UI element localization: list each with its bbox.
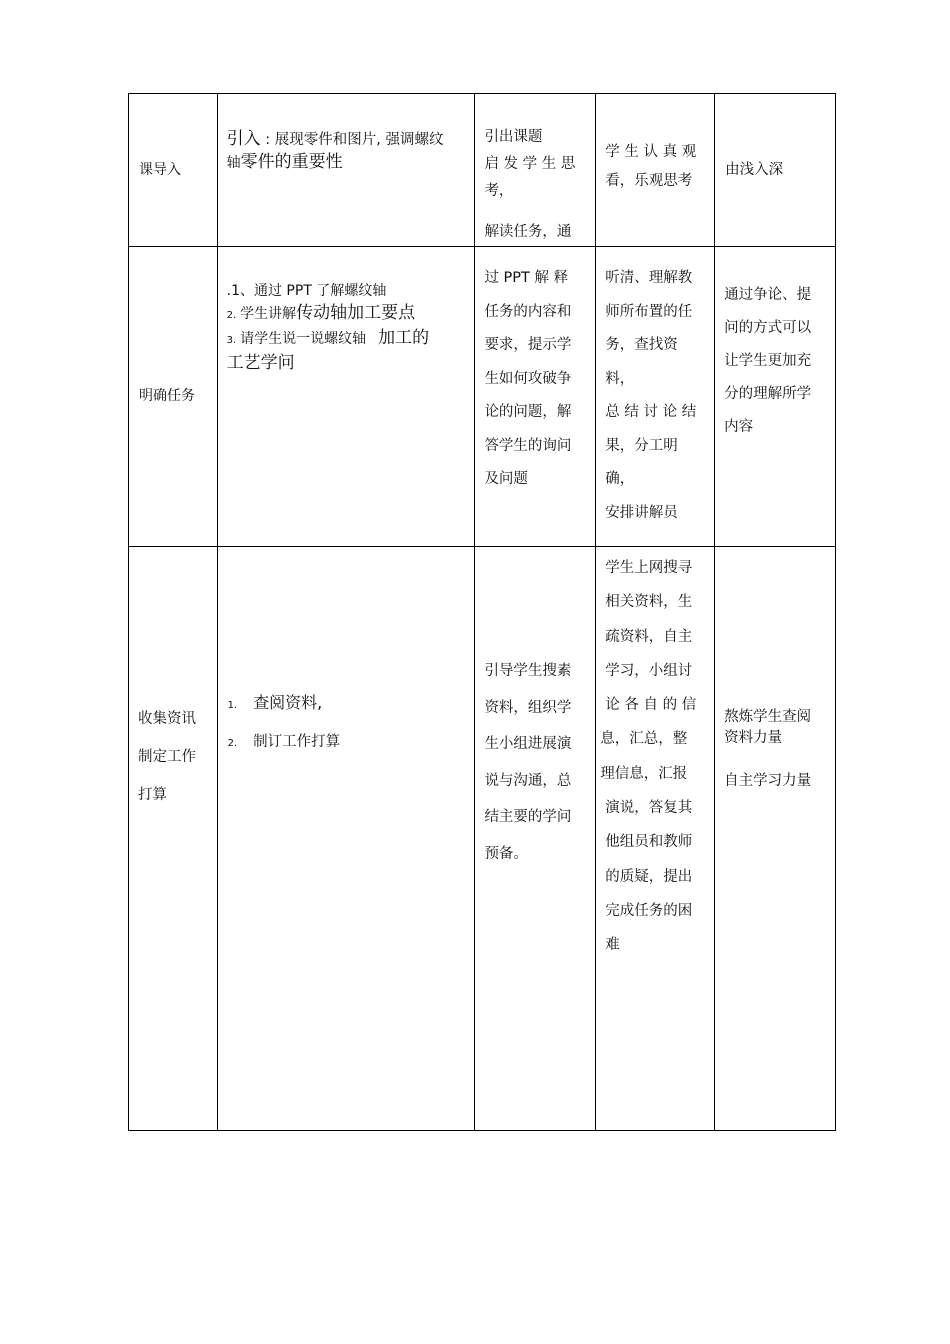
text-line: 启 发 学 生 思 (484, 156, 576, 172)
student-cell (596, 247, 715, 547)
text-line: 疏资料，自主 (605, 628, 693, 645)
text-line: 问的方式可以 (724, 320, 812, 336)
teacher-cell (475, 547, 596, 1131)
text-line: 果，分工明确， (605, 437, 678, 487)
text-line: 资料力量 (724, 730, 783, 746)
item-number: 2. (226, 310, 237, 321)
text-line: 学 生 认 真 观 (605, 144, 697, 160)
text-line: 演说，答复其 (605, 800, 693, 817)
list-item (227, 327, 467, 352)
text-line: 他组员和教师 (605, 834, 693, 851)
text-line: 说与沟通，总 (484, 772, 572, 789)
teacher-cell (475, 247, 596, 547)
stage-cell (129, 247, 218, 547)
text-line: 结主要的学问 (484, 809, 572, 825)
stage-cell (129, 94, 218, 247)
stage-label: 明确任务 (139, 388, 195, 404)
lead-line (227, 128, 467, 151)
content-cell (217, 247, 475, 547)
text-line: 过 PPT 解 释 (484, 270, 569, 286)
list-item: .1、通过 PPT 了解螺纹轴 (226, 283, 387, 299)
item-text: 工艺学问 (226, 353, 295, 373)
text-line: 难 (605, 937, 620, 954)
text-line: 务，查找资料， (605, 337, 678, 387)
text-line: 自主学习力量 (724, 773, 812, 789)
item-text: 传动轴加工要点 (296, 303, 416, 323)
text-line: 学习，小组讨 (605, 662, 693, 679)
student-cell (596, 547, 715, 1131)
teacher-cell (475, 94, 596, 247)
text-line: 完成任务的困 (605, 902, 693, 919)
intent-cell (715, 94, 836, 247)
text-line: 解读任务，通 (484, 224, 572, 240)
table-row (129, 547, 836, 1131)
intent-cell (715, 247, 836, 547)
text-line: 看，乐观思考 (605, 173, 693, 189)
item-text: 制订工作打算 (253, 734, 341, 750)
item-number: 2. (227, 738, 238, 749)
text-line: 内容 (724, 419, 754, 435)
table-row (129, 94, 836, 247)
text-line: 由浅入深 (725, 161, 784, 178)
table-row (129, 247, 836, 547)
list-item (227, 302, 467, 327)
item-text: 学生讲解 (240, 306, 297, 322)
text-line: 任务的内容和 (484, 303, 572, 320)
text-line: 理信息，汇报 (600, 765, 688, 782)
stage-label: 课导入 (139, 161, 181, 178)
text-line: 论 各 自 的 信 (605, 697, 697, 714)
text-line: 考， (484, 183, 514, 199)
item-text: 查阅资料, (253, 693, 323, 712)
item-text: 加工的 (378, 328, 430, 348)
content-cell (217, 94, 475, 247)
text-line: 预备。 (484, 845, 528, 862)
text-line: 师所布置的任 (605, 303, 693, 320)
student-cell (596, 94, 715, 247)
text-line: 引出课题 (484, 129, 543, 145)
content-cell (217, 547, 475, 1131)
list-item (228, 724, 467, 762)
list-item (228, 685, 467, 724)
text-line: 生小组进展演 (484, 736, 572, 752)
lead-cont-prefix: 轴 (226, 155, 241, 171)
text-line: 及问题 (484, 471, 528, 487)
text-line: 相关资料，生 (605, 594, 693, 611)
lead-label: 引入 (226, 129, 261, 149)
text-line: 引导学生搜素 (484, 663, 572, 679)
stage-cell (129, 547, 218, 1131)
lead-text: 展现零件和图片, 强调螺纹 (274, 132, 444, 148)
lesson-plan-table (128, 93, 836, 1131)
lead-line-cont (227, 151, 467, 174)
text-line: 的质疑，提出 (605, 868, 693, 885)
item-number: 1. (227, 700, 238, 711)
lead-cont-big: 零件的重要性 (240, 152, 343, 172)
lead-colon: : (260, 132, 275, 148)
text-line: 安排讲解员 (605, 504, 678, 521)
text-line: 制定工作 (138, 749, 196, 765)
text-line: 要求，提示学 (484, 337, 572, 353)
text-line: 论的问题，解 (484, 404, 572, 420)
text-line: 熬炼学生查阅 (724, 709, 812, 725)
text-line: 打算 (138, 787, 167, 803)
text-line: 听清、理解教 (605, 270, 693, 286)
text-line: 通过争论、提 (724, 287, 812, 303)
text-line: 息，汇总，整 (600, 731, 688, 748)
text-line: 学生上网搜寻 (605, 560, 693, 576)
text-line: 答学生的询问 (484, 437, 572, 454)
text-line: 分的理解所学 (724, 386, 812, 402)
intent-cell (715, 547, 836, 1131)
item-text: 请学生说一说螺纹轴 (240, 331, 367, 347)
text-line: 资料，组织学 (484, 699, 572, 716)
text-line: 让学生更加充 (724, 353, 812, 369)
item-number: 3. (226, 335, 237, 346)
text-line: 收集资讯 (138, 711, 196, 727)
text-line: 总 结 讨 论 结 (605, 404, 697, 420)
text-line: 生如何攻破争 (484, 370, 572, 387)
